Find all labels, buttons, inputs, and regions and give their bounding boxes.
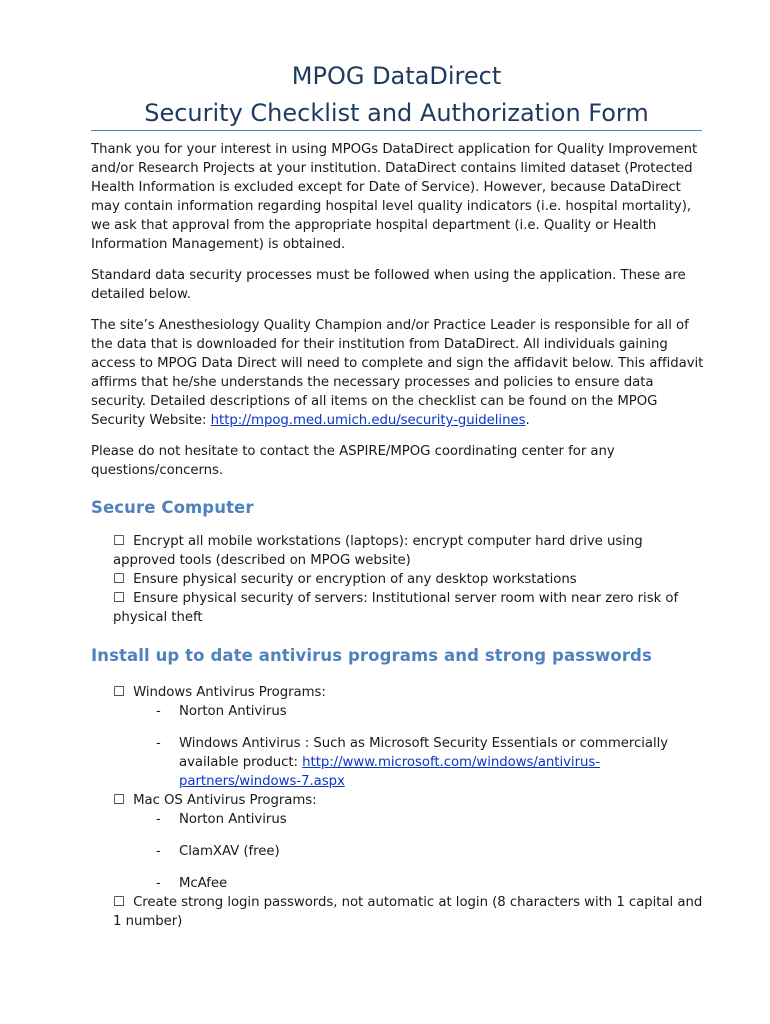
checkbox-icon[interactable]: ☐ (113, 793, 125, 808)
list-item (156, 734, 706, 791)
section-heading-antivirus: Install up to date antivirus programs and strong passwords (91, 646, 652, 665)
mpog-security-link[interactable]: http://mpog.med.umich.edu/security-guidelines (210, 413, 526, 428)
checklist-item-label: Mac OS Antivirus Programs: (133, 793, 317, 808)
checklist-item-mac-antivirus (113, 791, 706, 810)
intro-paragraph-2: Standard data security processes must be followed when using the application. These are detailed below. (91, 268, 686, 302)
checklist-item-encrypt-laptops (113, 532, 706, 570)
windows-antivirus-list (113, 702, 706, 791)
list-item-label: Norton Antivirus (179, 704, 287, 719)
list-item-label: McAfee (179, 876, 228, 891)
intro-paragraph-3-text: The site’s Anesthesiology Quality Champion and/or Practice Leader is responsible for all of the data that is downloaded for their institution from DataDirect. All individuals gaining access to MPOG Data Direct will need to complete and sign the affidavit below. This affidavit affirms that he/she understands the necessary processes and policies to ensure data security. Detailed descriptions of all items on the checklist can be found on the MPOG Security Website: (91, 318, 704, 428)
checklist-item-label: Create strong login passwords, not automatic at login (8 characters with 1 capital and 1 number) (113, 895, 703, 929)
intro-paragraph-3 (91, 316, 706, 430)
checklist-item-strong-passwords (113, 893, 706, 931)
microsoft-antivirus-link[interactable]: http://www.microsoft.com/windows/antivirus-partners/windows-7.aspx (179, 755, 600, 789)
title-line-2: Security Checklist and Authorization Form (144, 99, 649, 127)
intro-paragraph-3-end: . (525, 413, 530, 428)
page-title (91, 58, 702, 132)
dash-bullet: - (156, 704, 161, 719)
dash-bullet: - (156, 812, 161, 827)
title-divider (91, 130, 702, 131)
checklist-item-label: Encrypt all mobile workstations (laptops): encrypt computer hard drive using approved tools (described on MPOG website) (113, 534, 643, 568)
dash-bullet: - (156, 736, 161, 751)
mac-antivirus-list (113, 810, 706, 893)
secure-computer-checklist (91, 532, 706, 627)
antivirus-checklist (91, 683, 706, 931)
checkbox-icon[interactable]: ☐ (113, 685, 125, 700)
list-item (156, 810, 706, 829)
checkbox-icon[interactable]: ☐ (113, 895, 125, 910)
checkbox-icon[interactable]: ☐ (113, 534, 125, 549)
dash-bullet: - (156, 876, 161, 891)
document-body (91, 140, 706, 931)
checkbox-icon[interactable]: ☐ (113, 591, 125, 606)
intro-paragraph-1: Thank you for your interest in using MPOGs DataDirect application for Quality Improvement and/or Research Projects at your institution. DataDirect contains limited dataset (Protected Health Information is excluded except for Date of Service). However, because DataDirect may contain information regarding hospital level quality indicators (i.e. hospital mortality), we ask that approval from the appropriate hospital department (i.e. Quality or Health Information Management) is obtained. (91, 142, 698, 252)
checklist-item-label: Ensure physical security or encryption of any desktop workstations (133, 572, 577, 587)
section-heading-secure-computer: Secure Computer (91, 498, 254, 517)
title-line-1: MPOG DataDirect (291, 62, 502, 90)
list-item (156, 842, 706, 861)
checklist-item-server-security (113, 589, 706, 627)
checklist-item-desktop-security (113, 570, 706, 589)
checklist-item-windows-antivirus (113, 683, 706, 702)
dash-bullet: - (156, 844, 161, 859)
list-item-label: Norton Antivirus (179, 812, 287, 827)
checklist-item-label: Windows Antivirus Programs: (133, 685, 326, 700)
checklist-item-label: Ensure physical security of servers: Institutional server room with near zero risk of physical theft (113, 591, 679, 625)
intro-paragraph-4: Please do not hesitate to contact the ASPIRE/MPOG coordinating center for any questions/concerns. (91, 444, 615, 478)
checkbox-icon[interactable]: ☐ (113, 572, 125, 587)
list-item-label: ClamXAV (free) (179, 844, 280, 859)
list-item (156, 702, 706, 721)
list-item (156, 874, 706, 893)
list-item-label: Windows Antivirus : Such as Microsoft Security Essentials or commercially available product: (179, 736, 669, 770)
